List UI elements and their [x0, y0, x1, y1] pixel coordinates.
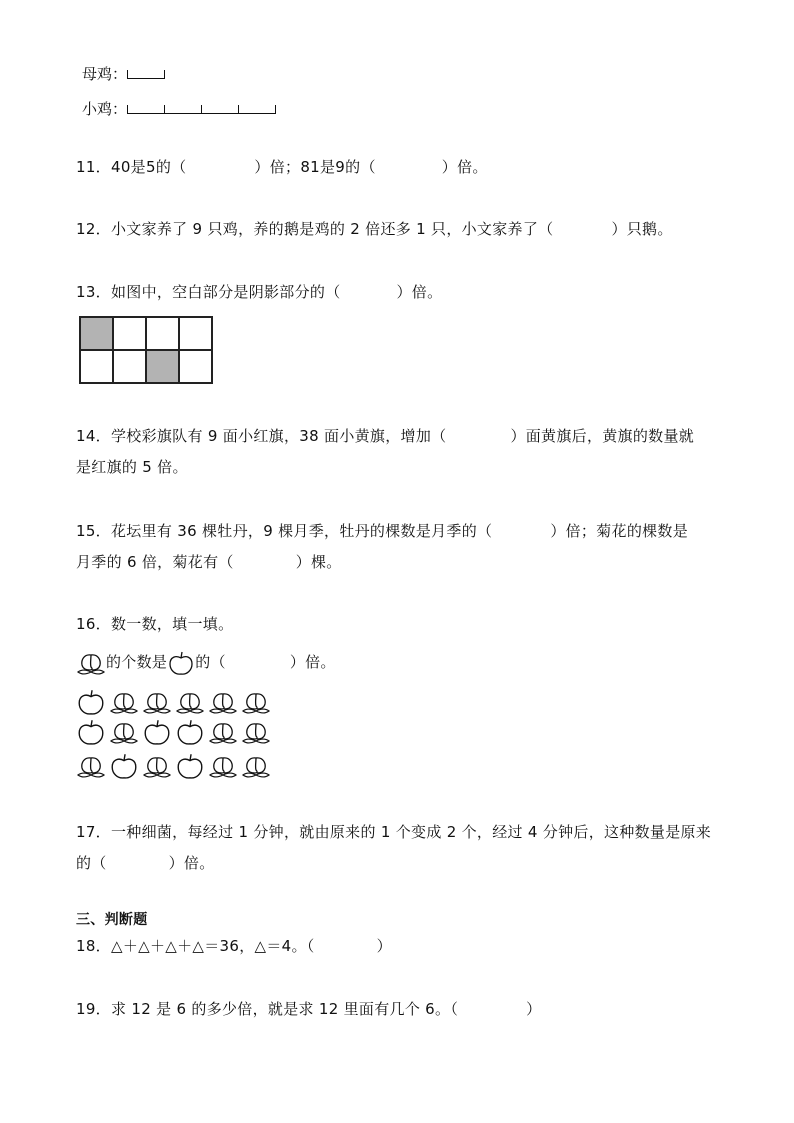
blank-cell — [179, 317, 212, 350]
chick-label: 小鸡： — [82, 100, 128, 118]
peach-icon — [142, 687, 172, 717]
blank-cell — [146, 317, 179, 350]
shaded-cell — [80, 317, 113, 350]
question-17-line-1: 17．一种细菌，每经过 1 分钟，就由原来的 1 个变成 2 个，经过 4 分钟后，这种数量是原来 — [76, 823, 712, 841]
peach-icon — [76, 751, 106, 781]
segment — [127, 105, 164, 114]
peach-icon — [241, 751, 271, 781]
question-14-line-1: 14．学校彩旗队有 9 面小红旗，38 面小黄旗，增加（ ）面黄旗后，黄旗的数量就 — [76, 427, 695, 445]
apple-icon — [142, 717, 172, 747]
hen-line — [82, 63, 165, 84]
apple-icon — [76, 717, 106, 747]
segment — [238, 105, 276, 114]
question-16-title: 16．数一数，填一填。 — [76, 615, 234, 633]
blank-cell — [113, 350, 146, 383]
question-19: 19．求 12 是 6 的多少倍，就是求 12 里面有几个 6。（ ） — [76, 1000, 542, 1018]
shaded-grid-figure — [79, 316, 213, 384]
hen-label: 母鸡： — [82, 65, 128, 83]
peach-icon — [208, 751, 238, 781]
blank-cell — [179, 350, 212, 383]
apple-icon — [167, 649, 195, 677]
segment — [201, 105, 238, 114]
peach-icon — [109, 687, 139, 717]
peach-icon — [142, 751, 172, 781]
peach-icon — [208, 717, 238, 747]
question-13: 13．如图中，空白部分是阴影部分的（ ）倍。 — [76, 283, 443, 301]
peach-icon — [241, 717, 271, 747]
section-title-judgment: 三、判断题 — [76, 912, 148, 928]
question-18: 18．△＋△＋△＋△＝36，△＝4。（ ） — [76, 937, 392, 955]
question-11: 11．40是5的（ ）倍；81是9的（ ）倍。 — [76, 158, 488, 176]
apple-icon — [175, 717, 205, 747]
peach-icon — [241, 687, 271, 717]
question-16-prompt: 的个数是 的（ ）倍。 — [76, 648, 336, 676]
peach-icon — [175, 687, 205, 717]
chick-line — [82, 98, 276, 119]
apple-icon — [76, 687, 106, 717]
blank-cell — [80, 350, 113, 383]
peach-icon — [109, 717, 139, 747]
apple-icon — [109, 751, 139, 781]
question-15-line-1: 15．花坛里有 36 棵牡丹，9 棵月季，牡丹的棵数是月季的（ ）倍；菊花的棵数是 — [76, 522, 689, 540]
peach-icon — [208, 687, 238, 717]
question-17-line-2: 的（ ）倍。 — [76, 854, 215, 872]
question-12: 12．小文家养了 9 只鸡，养的鹅是鸡的 2 倍还多 1 只，小文家养了（ ）只鹅。 — [76, 220, 673, 238]
segment — [164, 105, 201, 114]
apple-icon — [175, 751, 205, 781]
blank-cell — [113, 317, 146, 350]
segment — [127, 70, 165, 79]
question-14-line-2: 是红旗的 5 倍。 — [76, 458, 188, 476]
peach-icon — [76, 649, 106, 677]
chick-segment-bar — [127, 100, 276, 118]
question-15-line-2: 月季的 6 倍，菊花有（ ）棵。 — [76, 553, 342, 571]
hen-segment-bar — [127, 65, 165, 83]
shaded-cell — [146, 350, 179, 383]
